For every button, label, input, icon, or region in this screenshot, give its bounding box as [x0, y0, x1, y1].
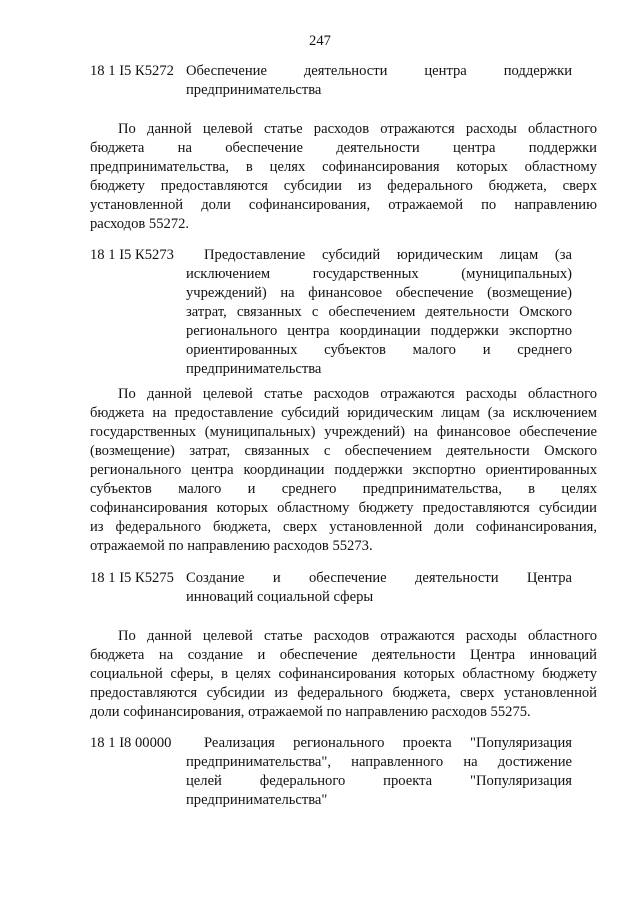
paragraph-line: софинансирования которых областному бюджету предоставляются субсидии [90, 500, 597, 516]
section-paragraph [90, 385, 597, 556]
paragraph-line: бюджета на предоставление субсидий юридическим лицам (за исключением [90, 405, 597, 421]
section-code: 18 1 I5 К5272 [90, 63, 174, 79]
paragraph-line: бюджета на создание и обеспечение деятельности Центра инноваций [90, 647, 597, 663]
section-paragraph [90, 120, 597, 234]
paragraph-line: отражаемой по направлению расходов 55273. [90, 538, 373, 554]
paragraph-line: предоставляются субсидии из федерального бюджета, сверх установленной [90, 685, 597, 701]
paragraph-line: расходов 55272. [90, 216, 190, 232]
section-code: 18 1 I5 К5273 [90, 247, 174, 263]
paragraph-line: По данной целевой статье расходов отражаются расходы областного [118, 628, 597, 644]
title-line: учреждений) на финансовое обеспечение (возмещение) [186, 285, 572, 301]
title-line: затрат, связанных с обеспечением деятельности Омского [186, 304, 572, 320]
title-line: ориентированных субъектов малого и среднего [186, 342, 572, 358]
title-line: предпринимательства [186, 361, 322, 377]
paragraph-line: По данной целевой статье расходов отражаются расходы областного [118, 386, 597, 402]
paragraph-line: социальной сферы, в целях софинансирования которых областному бюджету [90, 666, 597, 682]
title-line: Обеспечение деятельности центра поддержки [186, 63, 572, 79]
title-line: Предоставление субсидий юридическим лицам (за [204, 247, 572, 263]
section-title [186, 569, 572, 607]
section-code: 18 1 I8 00000 [90, 735, 172, 751]
paragraph-line: доли софинансирования, отражаемой по направлению расходов 55275. [90, 704, 531, 720]
page-number: 247 [309, 33, 331, 49]
section-title [186, 246, 572, 379]
paragraph-line: бюджету предоставляются субсидии из федерального бюджета, сверх [90, 178, 597, 194]
paragraph-line: из федерального бюджета, сверх установленной доли софинансирования, [90, 519, 597, 535]
title-line: целей федерального проекта "Популяризация [186, 773, 572, 789]
section-code: 18 1 I5 К5275 [90, 570, 174, 586]
title-line: исключением государственных (муниципальных) [186, 266, 572, 282]
title-line: регионального центра координации поддержки экспортно [186, 323, 572, 339]
paragraph-line: установленной доли софинансирования, отражаемой по направлению [90, 197, 597, 213]
paragraph-line: предпринимательства, в целях софинансирования которых областному [90, 159, 597, 175]
title-line: инноваций социальной сферы [186, 589, 374, 605]
title-line: Реализация регионального проекта "Популяризация [204, 735, 572, 751]
section-paragraph [90, 627, 597, 722]
title-line: предпринимательства" [186, 792, 328, 808]
title-line: предпринимательства", направленного на достижение [186, 754, 572, 770]
title-line: Создание и обеспечение деятельности Центра [186, 570, 572, 586]
paragraph-line: государственных (муниципальных) учреждений) на финансовое обеспечение [90, 424, 597, 440]
section-title [186, 62, 572, 100]
paragraph-line: субъектов малого и среднего предпринимательства, в целях [90, 481, 597, 497]
paragraph-line: (возмещение) затрат, связанных с обеспечением деятельности Омского [90, 443, 597, 459]
section-title [186, 734, 572, 810]
title-line: предпринимательства [186, 82, 322, 98]
paragraph-line: бюджета на обеспечение деятельности центра поддержки [90, 140, 597, 156]
paragraph-line: регионального центра координации поддержки экспортно ориентированных [90, 462, 597, 478]
paragraph-line: По данной целевой статье расходов отражаются расходы областного [118, 121, 597, 137]
